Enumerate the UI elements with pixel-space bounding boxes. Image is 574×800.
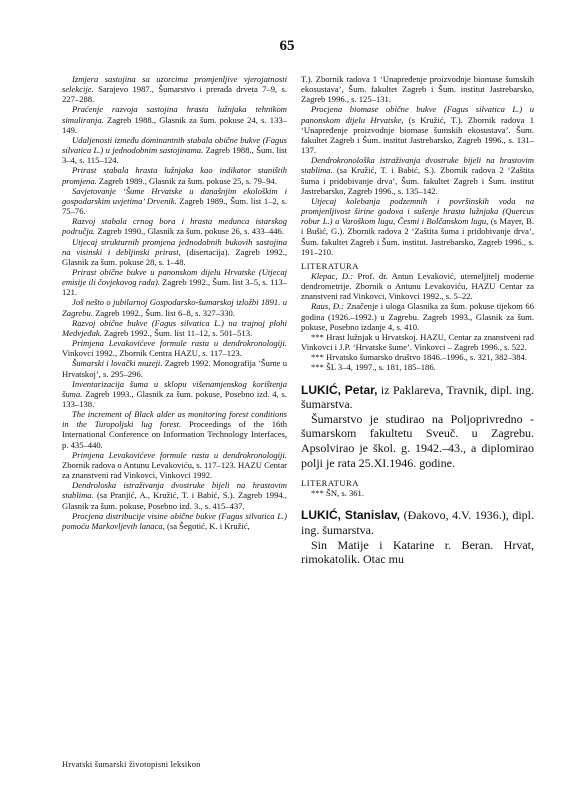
bibliography-list-right: [301, 74, 534, 257]
bibliography-entry: [62, 186, 287, 216]
footer-publication-title: Hrvatski šumarski životopisni leksikon: [62, 760, 201, 769]
entry-details: (disertacija). Zagreb 1992., Glasnik za šum. pokuse 28, s. 1–48.: [62, 246, 287, 267]
bibliography-entry: [301, 488, 534, 498]
entry-title: The increment of Black alder as monitoring forest conditions in the Turopoljski lug forest.: [62, 409, 287, 430]
entry-title: Dendroloska istraživanja dvostruke bijeli na hrastovim stablima.: [62, 480, 287, 501]
bibliography-entry: [301, 104, 534, 155]
page-number: 65: [279, 38, 295, 54]
entry-title: Procjena distribucije visine obične bukve (Fagus silvatica L.) pomoću Markovljevih lanaca,: [62, 510, 287, 531]
entry-title: Razvoj stabala crnog bora i hrasta medunca istarskog područja.: [62, 216, 287, 237]
entry-title: Savjetovanje ‘Šume Hrvatske u današnjim ekološkim i gospodarskim uvjetima’ Drvenik.: [62, 185, 287, 206]
entry-header: iz Paklareva, Travnik, dipl. ing. šumarstva.: [301, 382, 534, 412]
entry-title: Praćenje razvoja sastojina hrasta lužnjaka tehnikom simuliranja.: [62, 104, 287, 125]
bibliography-entry: [62, 480, 287, 510]
entry-details: Zagreb 1988., Glasnik za šum. pokuse 24, s. 133–149.: [62, 114, 287, 135]
entry-title: Primjena Levakovićeve formule rasta u dendrokronologiji.: [72, 449, 287, 460]
biography-entry-petar: [301, 383, 534, 471]
entry-details: Zagreb 1989., Glasnik za šum. pokuse 25, s. 79–94.: [96, 175, 277, 186]
bibliography-entry: [62, 511, 287, 531]
entry-title: Klepac, D.:: [311, 270, 354, 281]
entry-details: Zagreb 1989., Šum. list 1–2, s. 75–76.: [62, 195, 287, 217]
bibliography-entry: [301, 352, 534, 362]
entry-title: Dendrokronološka istraživanja dvostruke bijeli na hrastovim stablima.: [301, 155, 534, 176]
literature-heading-1: LITERATURA: [301, 260, 359, 271]
entry-details: *** Hrvatsko šumarsko društvo 1846.–1996., s. 321, 382–384.: [311, 352, 528, 363]
entry-details: Sarajevo 1987., Šumarstvo i prerada drveta 7–9, s. 227–288.: [62, 84, 287, 105]
entry-body: Sin Matije i Katarine r. Beran. Hrvat, rimokatolik. Otac mu: [301, 537, 534, 567]
entry-details: Zagreb 1993., Glasnik za šum. pokuse, Posebno izd. 4, s. 133–138.: [62, 388, 287, 409]
entry-title: Procjena biomase obične bukve (Fagus silvatica L.) u panonskom dijelu Hrvatske,: [301, 104, 534, 125]
entry-title: Utjecaj strukturnih promjena jednodobnih bukovih sastojina na visinski i debljinski prirast,: [62, 236, 287, 257]
bibliography-entry: [62, 409, 287, 450]
bibliography-entry: [62, 318, 287, 338]
literature-list-2: [301, 488, 534, 498]
entry-title: Raus, Đ.:: [311, 301, 345, 312]
entry-details: Zbornik radova o Antunu Levakoviću, s. 117–123. HAZU Centar za znanstveni rad Vinkovci, Vinkovci 1992.: [62, 459, 287, 481]
bibliography-entry: [62, 267, 287, 297]
entry-name: LUKIĆ, Petar,: [301, 382, 378, 397]
entry-title: Razvoj obične bukve (Fagus silvatica L.) na trajnoj plohi Medvjeđak.: [62, 317, 287, 338]
biography-entry-stanislav: [301, 508, 534, 566]
entry-details: Proceedings of the 16th International Conference on Information Technology Interfaces, p. 435–440.: [62, 419, 287, 450]
bibliography-entry: [62, 237, 287, 267]
bibliography-entry: [62, 104, 287, 134]
left-column: [62, 74, 287, 531]
bibliography-entry: [301, 74, 534, 104]
entry-title: Udaljenosti između dominantnih stabala obične bukve (Fagus silvatica L.) u jednodobnim sastojinama.: [62, 134, 287, 156]
bibliography-entry: [62, 135, 287, 165]
entry-details: Zagreb 1988., Šum. list 3–4, s. 115–124.: [62, 145, 287, 166]
entry-details: Zagreb 1990., Glasnik za šum. pokuse 26, s. 433–446.: [95, 226, 284, 237]
bibliography-entry: [301, 332, 534, 352]
entry-title: Utjecaj kolebanja podzemnih i površinskih voda na promjenljivost širine godova i sušenje hrasta lužnjaka (Quercus robur L.) u Varoškom lugu, Česmi i Bolčanskom lugu,: [301, 195, 534, 227]
entry-title: Prirast obične bukve u panonskom dijelu Hrvatske (Utjecaj emisije ili čovjekovog rada).: [62, 266, 287, 288]
entry-details: (s Kružić, T.). Zbornik radova 1 ‘Unapređenje proizvodnje biomase šumskih ekosustava’. Šum. fakultet Zagreb i Šum. institut Jastrebarsko, Zagreb 1996., s. 131–137.: [301, 114, 535, 156]
literature-heading-2: LITERATURA: [301, 478, 359, 489]
entry-title: Prirast stabala hrasta lužnjaka kao indikator staništih promjena.: [62, 165, 287, 186]
bibliography-entry: [62, 338, 287, 358]
bibliography-entry: [62, 358, 287, 378]
entry-header: (Đakovo, 4.V. 1936.), dipl. ing. šumarstva.: [301, 508, 535, 537]
entry-details: T.). Zbornik radova 1 ‘Unapređenje proizvodnje biomase šumskih ekosustava’, Šum. fakultet Zagreb i Šum. institut Jastrebarsko, Zagreb 1996., s. 125–131.: [301, 74, 534, 105]
entry-details: *** Hrast lužnjak u Hrvatskoj. HAZU, Centar za znanstveni rad Vinkovci i J.P. ‘Hrvatske šume’. Vinkovci – Zagreb 1996., s. 522.: [301, 331, 534, 353]
entry-details: (s Mayer, B. i Bušić, G.). Zbornik radova 2 ‘Zaštita šuma i pridobivanje drva’, Šum. fakultet Zagreb i Šum. institut. Jastrebarsko, Zagreb 1996., s. 191–210.: [301, 216, 535, 257]
bibliography-entry: [62, 379, 287, 409]
entry-details: Zagreb 1992. Monografija ‘Šume u Hrvatskoj’, s. 295–296.: [62, 358, 288, 379]
bibliography-entry: [301, 301, 534, 331]
bibliography-entry: [62, 165, 287, 185]
entry-title: Šumarski i lovački muzeji.: [72, 358, 163, 369]
entry-details: Vinkovci 1992., Zbornik Centra HAZU, s. 117–123.: [62, 348, 242, 359]
entry-details: *** ŠL 3–4, 1997., s. 181, 185–186.: [311, 362, 436, 373]
literature-list-1: [301, 271, 534, 373]
bibliography-entry: [301, 362, 534, 372]
entry-details: (sa Kružić, T. i Babić, S.). Zbornik radova 2 ‘Zaštita šuma i pridobivanje drva’, Šum. fakultet Zagreb i Šum. institut Jastrebarsko, Zagreb 1996., s. 135–142.: [301, 165, 534, 196]
entry-details: Zagreb 1992., Šum. list 6–8, s. 327–330.: [92, 307, 236, 318]
entry-title: Primjena Levakovićeve formule rasta u dendrokronologiji.: [72, 338, 287, 349]
entry-details: Zagreb 1992., Šum. list 11–12, s. 501–513.: [101, 327, 253, 338]
bibliography-entry: [62, 74, 287, 104]
entry-title: Izmjera sastojina sa uzorcima promjenljive vjerojatnosti selekcije.: [62, 74, 287, 95]
right-column: [301, 74, 534, 567]
bibliography-entry: [301, 155, 534, 196]
entry-details: Značenje i uloga Glasnika za šum. pokuse tijekom 66 godina (1926.–1992.) u Zagrebu. Zagreb 1993., Glasnik za šum. pokuse, Posebno izdanje 4, s. 410.: [301, 301, 535, 332]
entry-body: Šumarstvo je studirao na Poljoprivredno - šumarskom fakultetu Sveuč. u Zagrebu. Apsolvirao je škol. g. 1942.–43., a diplomirao polji je rata 25.XI.1946. godine.: [301, 411, 534, 470]
bibliography-entry: [301, 196, 534, 257]
bibliography-entry: [301, 271, 534, 301]
entry-details: Prof. dr. Antun Levaković, utemeljitelj moderne dendrometrije. Zbornik o Antunu Levakoviću, HAZU Centar za znanstveni rad Vinkovci, Vinkovci 1992., s. 5–22.: [301, 270, 534, 302]
entry-details: Zagreb 1992., Šum. list 3–5, s. 113–121.: [62, 277, 287, 298]
entry-details: (sa Šegotić, K. i Kružić,: [164, 520, 250, 531]
bibliography-entry: [62, 297, 287, 317]
bibliography-entry: [62, 216, 287, 236]
entry-title: Inventarizacija šuma u sklopu višenamjenskog korištenja šuma.: [62, 378, 287, 399]
entry-name: LUKIĆ, Stanislav,: [301, 508, 401, 523]
bibliography-list-left: [62, 74, 287, 531]
entry-title: Još nešto o jubilarnoj Gospodarsko-šumarskoj izložbi 1891. u Zagrebu.: [62, 297, 287, 318]
entry-details: (sa Pranjić, A., Kružić, T. i Babić, S.). Zagreb 1994., Glasnik za šum. pokuse, Posebno izd. 3., s. 415–437.: [62, 490, 287, 511]
entry-details: *** ŠN, s. 361.: [311, 488, 365, 499]
bibliography-entry: [62, 450, 287, 480]
